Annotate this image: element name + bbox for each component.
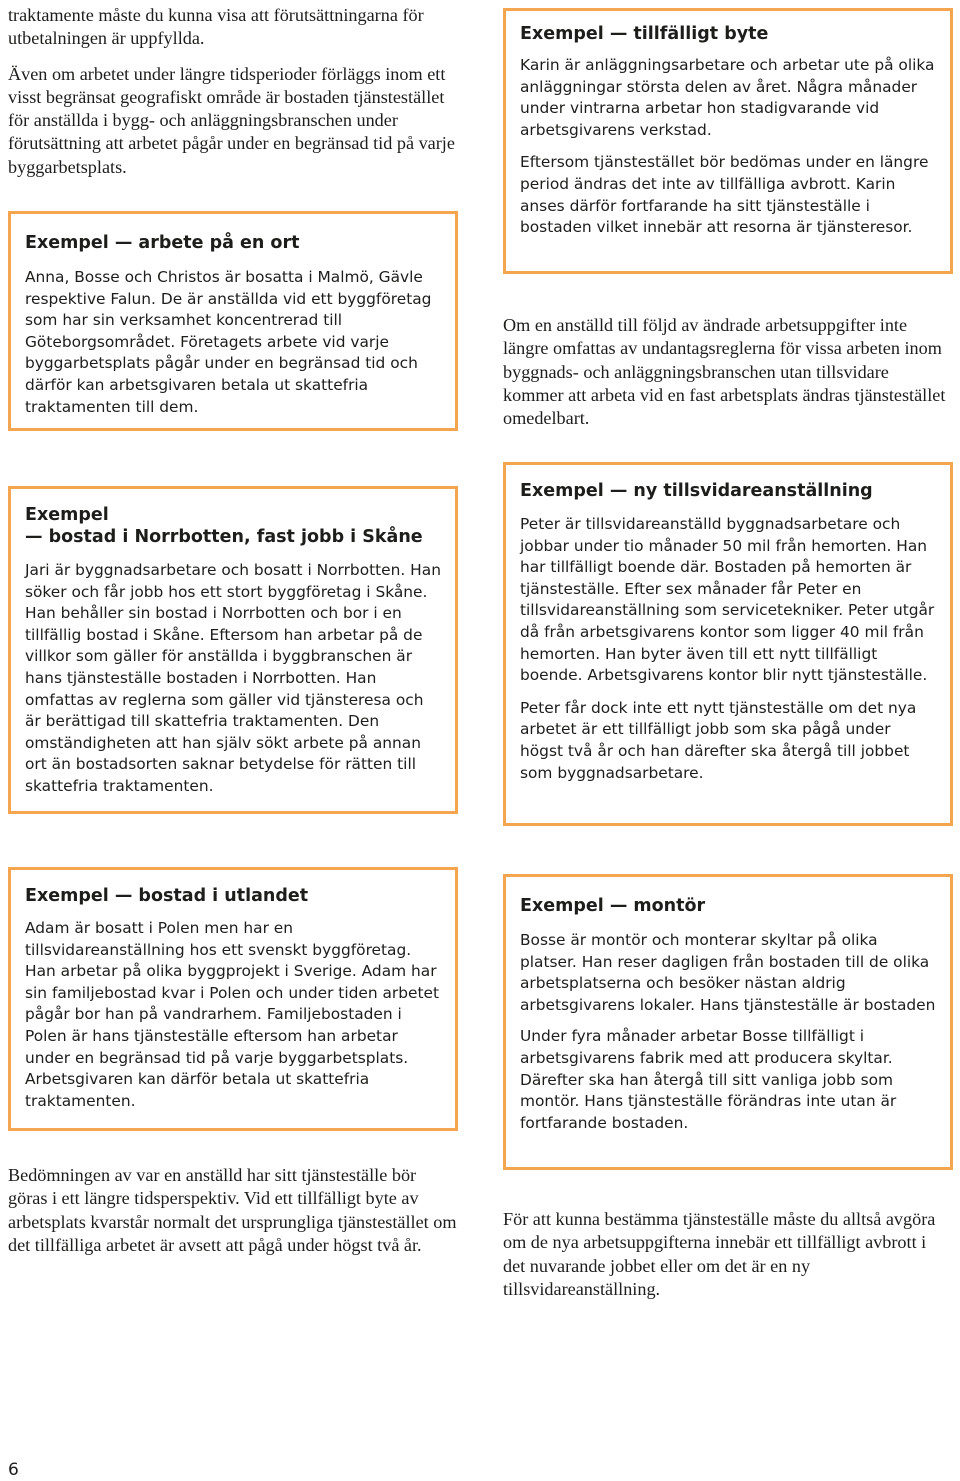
box-text: Anna, Bosse och Christos är bosatta i Malmö, Gävle respektive Falun. De är anställda vid ett byggföretag som har sin verksamhet koncentrerad till Göteborgsområdet. Företagets arbete vid varje byggarbetsplats pågår under en begränsad tid och därför kan arbetsgivaren betala ut skattefria traktamenten till dem. <box>25 268 432 416</box>
box-title: Exempel — montör <box>520 896 706 916</box>
paragraph: Även om arbetet under längre tidsperioder förläggs inom ett visst begränsat geografiskt område är bostaden tjänstestället för anställda i bygg- och anläggningsbranschen under förutsättning att arbetet pågår under en begränsad tid på varje byggarbetsplats. <box>8 63 455 177</box>
example-box-arbete-pa-en-ort <box>8 211 458 431</box>
paragraph: traktamente måste du kunna visa att förutsättningarna för utbetalningen är uppfyllda. <box>8 5 424 49</box>
paragraph: För att kunna bestämma tjänsteställe måste du alltså avgöra om de nya arbetsuppgifterna innebär ett tillfälligt avbrott i det nuvarande jobbet eller om det är en ny tillsvidareanställning. <box>503 1209 936 1299</box>
box-text: Peter får dock inte ett nytt tjänsteställe om det nya arbetet är ett tillfälligt jobb som ska pågå under högst två år och han därefter ska återgå till jobbet som byggnadsarbetare. <box>520 698 917 782</box>
example-box-ny-tillsvidareanstallning <box>503 462 953 826</box>
box-text: Eftersom tjänstestället bör bedömas under en längre period ändras det inte av tillfälliga avbrott. Karin anses därför fortfarande ha sitt tjänsteställe i bostaden vilket innebär att resorna är tjänsteresor. <box>520 153 929 237</box>
example-box-montor <box>503 874 953 1170</box>
page-number: 6 <box>8 1460 19 1480</box>
paragraph: Om en anställd till följd av ändrade arbetsuppgifter inte längre omfattas av undantagsreglerna för vissa arbeten inom byggnads- och anläggningsbranschen utan tillsvidare kommer att arbeta vid en fast arbetsplats ändras tjänstestället omedelbart. <box>503 315 946 429</box>
box-title: Exempel — tillfälligt byte <box>520 24 769 44</box>
box-text: Jari är byggnadsarbetare och bosatt i Norrbotten. Han söker och får jobb hos ett stort byggföretag i Skåne. Han behåller sin bostad i Norrbotten och bor i en tillfällig bostad i Skåne. Eftersom han arbetar på de villkor som gäller för anställda i byggbranschen är hans tjänsteställe bostaden i Norrbotten. Han omfattas av reglerna som gäller vid tjänsteresa och är berättigad till skattefria traktamenten. Den omständigheten att han själv sökt arbete på annan ort än bostadsorten saknar betydelse för rätten till skattefria traktamenten. <box>25 561 441 795</box>
box-title <box>25 504 441 548</box>
box-text: Peter är tillsvidareanställd byggnadsarbetare och jobbar under tio månader 50 mil från hemorten. Han har tillfälligt boende där. Bostaden på hemorten är tjänsteställe. Efter sex månader får Peter en tillsvidareanställning som servicetekniker. Peter utgår då från arbetsgivarens kontor som ligger 40 mil från hemorten. Han byter även till ett nytt tillfälligt boende. Arbetsgivarens kontor blir nytt tjänsteställe. <box>520 515 935 685</box>
box-text: Adam är bosatt i Polen men har en tillsvidareanställning hos ett svenskt byggföretag. Han arbetar på olika byggprojekt i Sverige. Adam har sin familjebostad kvar i Polen och under tiden arbetet pågår bor han på vandrarhem. Familjebostaden i Polen är hans tjänsteställe eftersom han arbetar under en begränsad tid på varje byggarbetsplats. Arbetsgivaren kan därför betala ut skattefria traktamenten. <box>25 919 440 1110</box>
box-text: Bosse är montör och monterar skyltar på olika platser. Han reser dagligen från bostaden till de olika arbetsplatserna och besöker nästan aldrig arbetsgivarens lokaler. Hans tjänsteställe är bostaden <box>520 931 936 1014</box>
box-title-line1: Exempel <box>25 505 109 525</box>
paragraph: Bedömningen av var en anställd har sitt tjänsteställe bör göras i ett längre tidsperspektiv. Vid ett tillfälligt byte av arbetsplats kvarstår normalt det ursprungliga tjänstestället om det tillfälliga arbetet är avsett att pågå under högst två år. <box>8 1165 457 1255</box>
right-mid-text <box>503 314 949 430</box>
box-title: Exempel — ny tillsvidareanställning <box>520 481 873 501</box>
box-title: Exempel — bostad i utlandet <box>25 886 309 906</box>
left-bottom-text <box>8 1164 460 1257</box>
box-text: Under fyra månader arbetar Bosse tillfälligt i arbetsgivarens fabrik med att producera skyltar. Därefter ska han återgå till sitt vanliga jobb som montör. Hans tjänsteställe förändras inte utan är fortfarande bostaden. <box>520 1027 897 1132</box>
box-text: Karin är anläggningsarbetare och arbetar ute på olika anläggningar största delen av året. Några månader under vintrarna arbetar hon stadigvarande vid arbetsgivarens verkstad. <box>520 56 935 139</box>
right-bottom-text <box>503 1208 949 1301</box>
example-box-bostad-i-utlandet <box>8 867 458 1131</box>
example-box-tillfalligt-byte <box>503 8 953 274</box>
box-title-line2: — bostad i Norrbotten, fast jobb i Skåne <box>25 527 423 547</box>
left-top-text <box>8 4 460 179</box>
example-box-norrbotten <box>8 486 458 814</box>
box-title: Exempel — arbete på en ort <box>25 233 300 253</box>
